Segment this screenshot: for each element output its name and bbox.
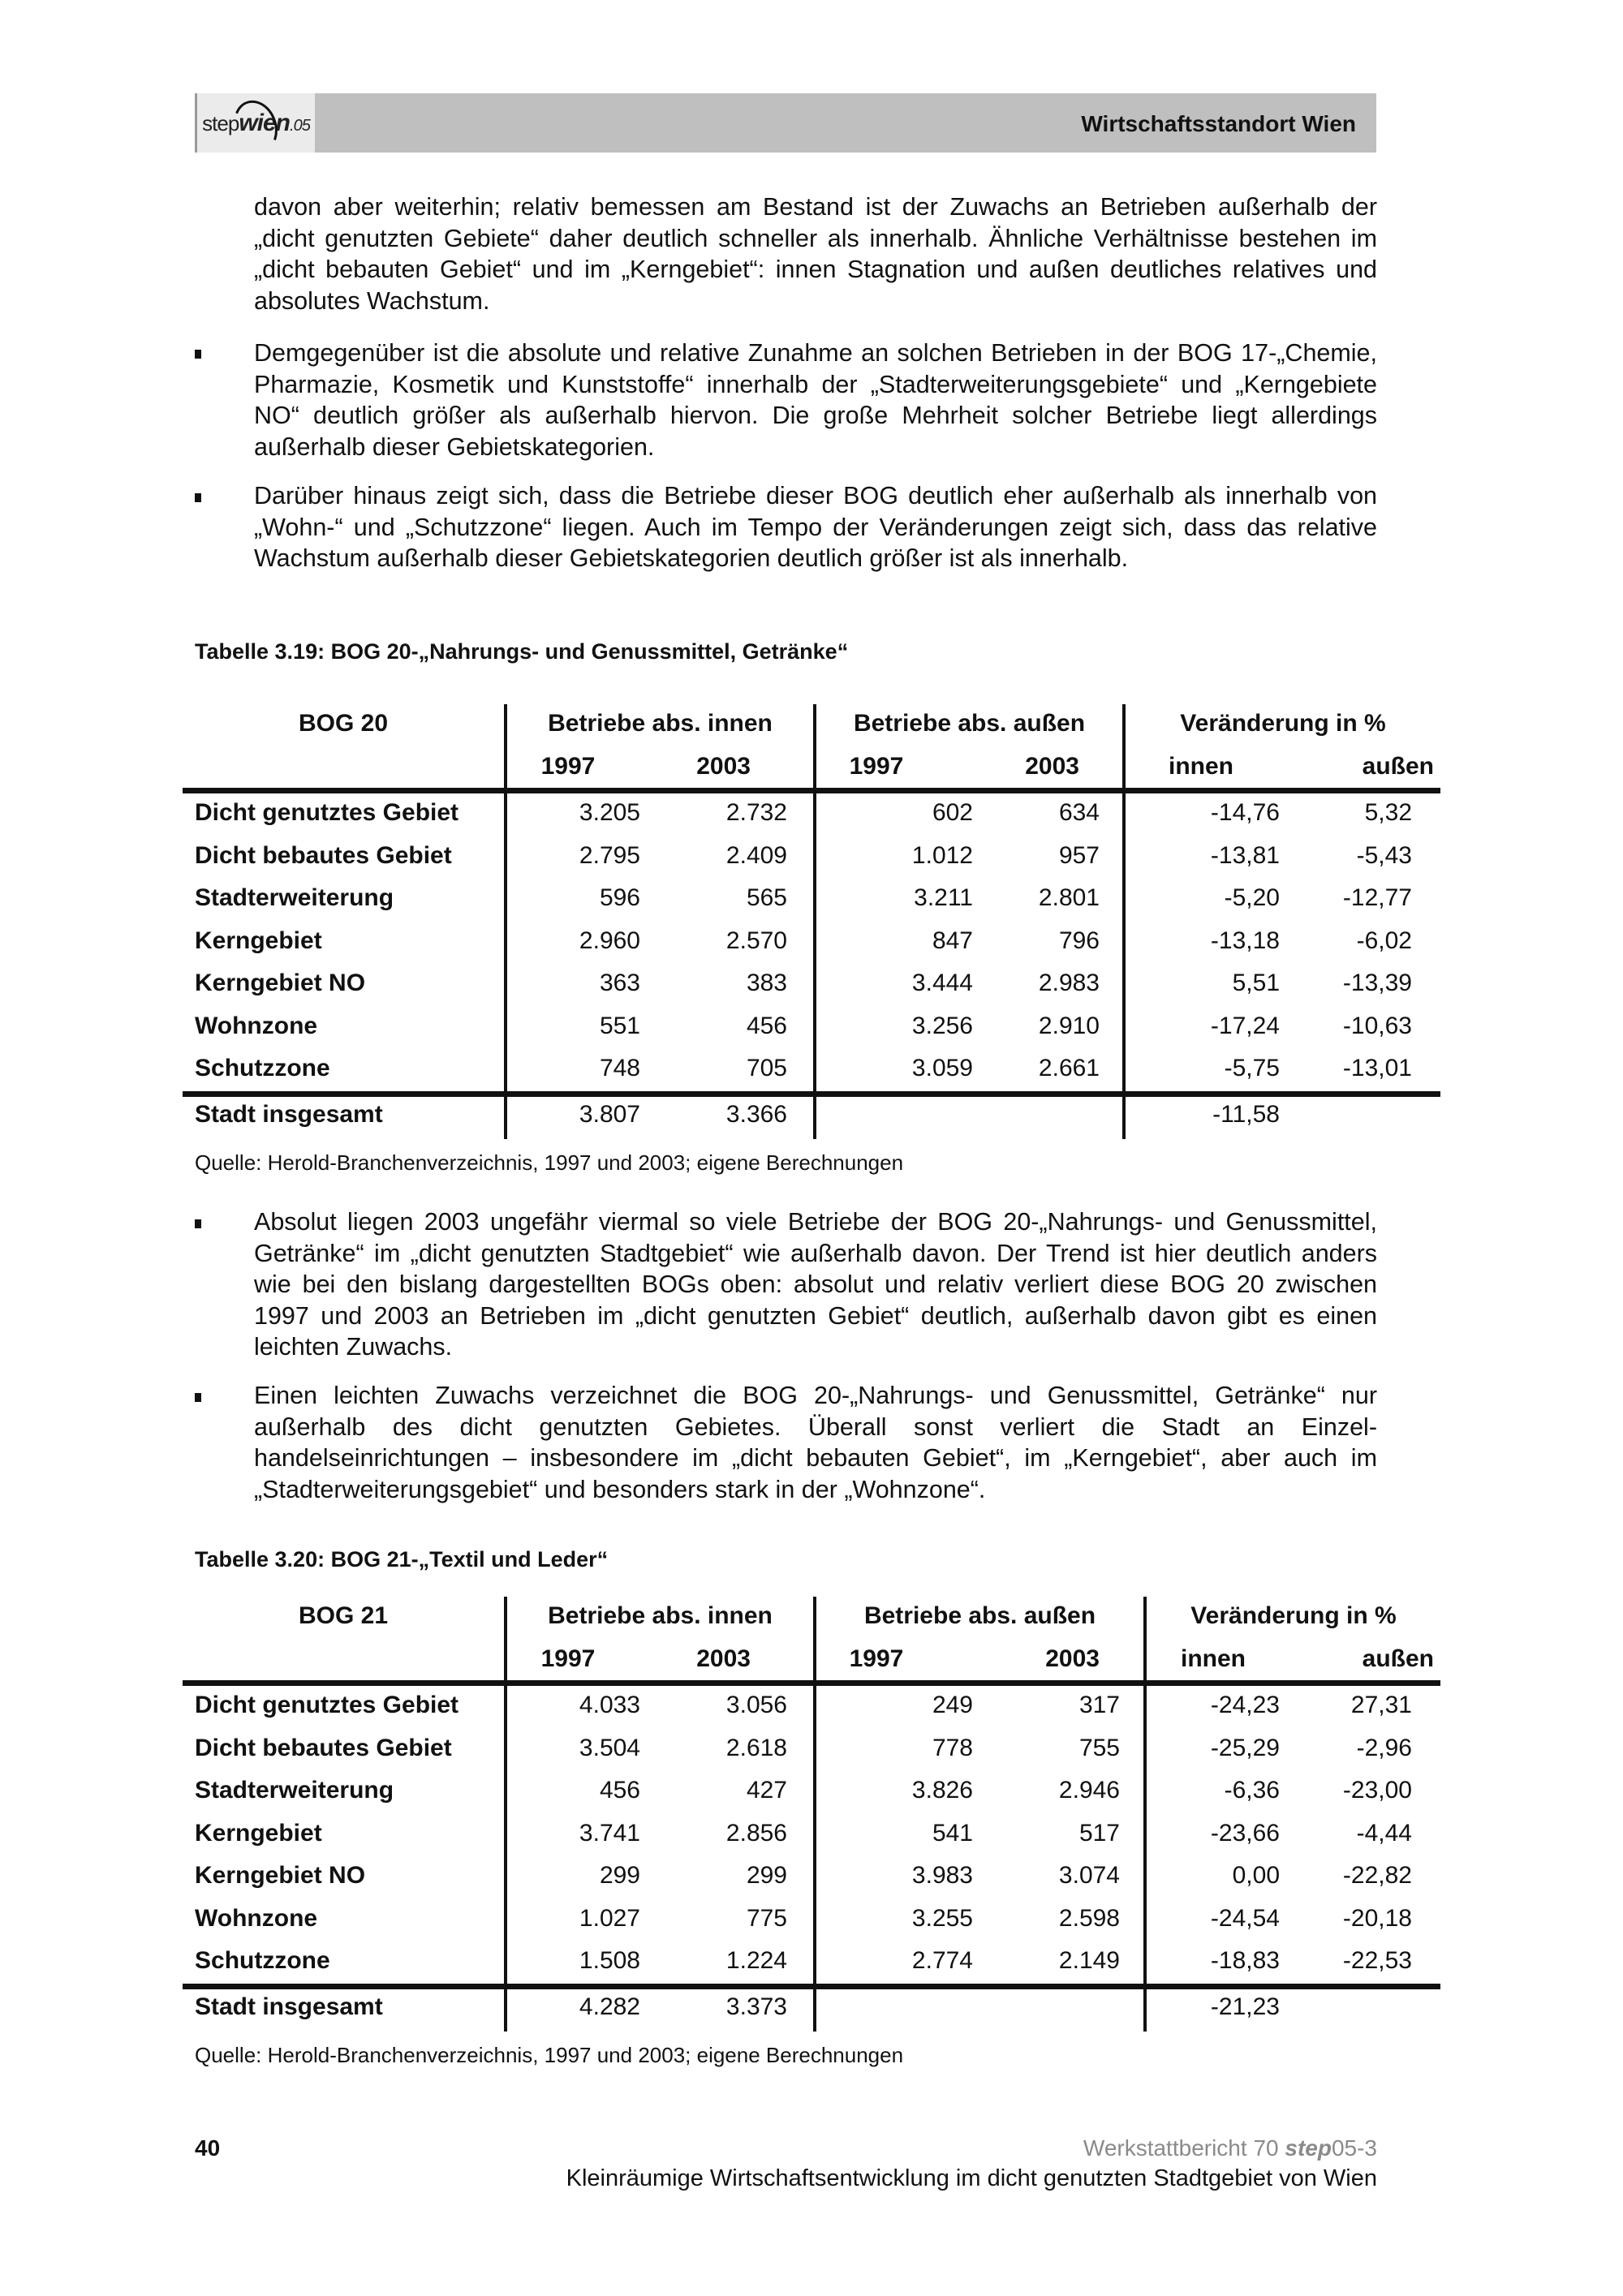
row-label: Wohnzone: [195, 1013, 318, 1039]
cell-change-innen: 0,00: [1232, 1862, 1280, 1889]
cell-innen-2003: 2.570: [725, 927, 787, 954]
cell-change-innen: -24,23: [1210, 1692, 1280, 1718]
bullet-icon: [195, 350, 201, 359]
column-header-2003: 2003: [1025, 753, 1079, 780]
column-group-aussen: Betriebe abs. außen: [853, 710, 1086, 737]
row-label: Dicht bebautes Gebiet: [195, 842, 452, 869]
cell-aussen-2003: 517: [1078, 1820, 1120, 1847]
cell-aussen-2003: 3.074: [1058, 1862, 1120, 1889]
cell-innen-1997: 299: [599, 1862, 640, 1889]
cell-aussen-2003: 2.661: [1038, 1055, 1100, 1081]
cell-change-innen: -5,75: [1224, 1055, 1280, 1081]
cell-aussen-2003: 2.598: [1058, 1905, 1120, 1932]
header-title: Wirtschaftsstandort Wien: [1081, 111, 1356, 136]
cell-innen-2003: 2.856: [725, 1820, 787, 1847]
logo-text: [202, 110, 310, 137]
row-label: Dicht bebautes Gebiet: [195, 1735, 452, 1761]
cell-change-innen: -25,29: [1210, 1735, 1280, 1761]
cell-innen-1997: 2.960: [579, 927, 640, 954]
cell-innen-1997: 4.033: [579, 1692, 640, 1718]
footer-series-prefix: Werkstattbericht 70: [1083, 2135, 1285, 2161]
row-label: Stadt insgesamt: [195, 1993, 383, 2020]
logo-part-step: step: [202, 110, 239, 135]
cell-aussen-2003: 755: [1078, 1735, 1120, 1761]
cell-change-aussen: -10,63: [1342, 1013, 1412, 1039]
cell-change-aussen: -22,82: [1342, 1862, 1412, 1889]
data-table-bog21: [183, 1597, 1440, 2035]
page-header-banner: [195, 93, 1376, 153]
cell-aussen-2003: 317: [1078, 1692, 1120, 1718]
column-group-aussen: Betriebe abs. außen: [863, 1602, 1096, 1629]
cell-change-innen: -17,24: [1210, 1013, 1280, 1039]
cell-aussen-2003: 2.983: [1038, 970, 1100, 996]
cell-change-aussen: -13,01: [1342, 1055, 1412, 1081]
cell-change-innen: -18,83: [1210, 1947, 1280, 1974]
cell-change-innen: -21,23: [1210, 1993, 1280, 2020]
table-header-rule: [183, 1680, 1440, 1686]
logo-part-year: .05: [290, 116, 310, 135]
column-header-innen: innen: [1181, 1645, 1246, 1672]
cell-innen-2003: 2.409: [725, 842, 787, 869]
cell-change-aussen: -12,77: [1342, 884, 1412, 911]
cell-aussen-2003: 2.149: [1058, 1947, 1120, 1974]
cell-aussen-2003: 2.946: [1058, 1777, 1120, 1804]
cell-innen-1997: 1.508: [579, 1947, 640, 1974]
row-label: Dicht genutztes Gebiet: [195, 799, 459, 826]
table-caption: Tabelle 3.20: BOG 21-„Textil und Leder“: [195, 1547, 609, 1572]
cell-aussen-1997: 3.444: [911, 970, 973, 996]
bullet-paragraph: Demgegenüber ist die absolute und relative Zunahme an solchen Betrieben in der BOG 17-„Chemie, Pharmazie, Kosmetik und Kunststoffe“ innerhalb der „Stadterweiterungsgebiete“ und „Kerngebiete NO“ deutlich größer als außerhalb hiervon. Die große Mehrheit solcher Betriebe liegt allerdings außerhalb dieser Gebietskategorien.: [254, 339, 1377, 461]
cell-aussen-1997: 3.211: [914, 884, 973, 911]
cell-change-aussen: 5,32: [1364, 799, 1412, 826]
cell-aussen-1997: 249: [932, 1692, 973, 1718]
table-header-rule: [183, 788, 1440, 793]
row-label: Kerngebiet NO: [195, 970, 366, 996]
cell-change-innen: -24,54: [1210, 1905, 1280, 1932]
bullet-paragraph: Einen leichten Zuwachs verzeichnet die BOG 20-„Nahrungs- und Genussmittel, Getränke“ nur außerhalb des dicht genutzten Gebietes. Überall sonst verliert die Stadt an Einzel-handelseinrichtungen – insbesondere im „dicht bebauten Gebiet“, im „Kerngebiet“, aber auch im „Stadterweiterungsgebiet“ und besonders stark in der „Wohnzone“.: [254, 1382, 1377, 1503]
cell-innen-2003: 456: [746, 1013, 787, 1039]
column-header-innen: innen: [1169, 753, 1233, 780]
cell-aussen-1997: 1.012: [911, 842, 973, 869]
column-header-2003: 2003: [1045, 1645, 1100, 1672]
cell-aussen-2003: 2.801: [1038, 884, 1100, 911]
cell-change-innen: -13,18: [1210, 927, 1280, 954]
row-label: Stadterweiterung: [195, 1777, 394, 1804]
table-total-rule: [183, 1091, 1440, 1097]
column-group-change: Veränderung in %: [1180, 710, 1386, 737]
cell-innen-2003: 1.224: [725, 1947, 787, 1974]
bullet-icon: [195, 493, 201, 502]
cell-innen-2003: 705: [746, 1055, 787, 1081]
column-header-1997: 1997: [849, 753, 904, 780]
cell-aussen-1997: 847: [932, 927, 973, 954]
cell-aussen-1997: 3.255: [911, 1905, 973, 1932]
column-group-innen: Betriebe abs. innen: [548, 710, 773, 737]
logo-swoosh-icon: [226, 94, 284, 159]
logo-part-wien: wien: [239, 109, 291, 136]
row-label: Stadterweiterung: [195, 884, 394, 911]
cell-innen-2003: 3.056: [725, 1692, 787, 1718]
cell-change-innen: -5,20: [1224, 884, 1280, 911]
footer-subtitle: Kleinräumige Wirtschaftsentwicklung im dicht genutzten Stadtgebiet von Wien: [566, 2165, 1377, 2191]
cell-aussen-2003: 796: [1058, 927, 1100, 954]
cell-aussen-2003: 634: [1058, 799, 1100, 826]
cell-change-aussen: -13,39: [1342, 970, 1412, 996]
intro-paragraph: davon aber weiterhin; relativ bemessen am Bestand ist der Zuwachs an Betrieben außerhalb der „dicht genutzten Gebiete“ daher deutlich schneller als innerhalb. Ähnliche Verhältnisse bestehen im „dicht bebauten Gebiet“ und im „Kerngebiet“: innen Stagnation und außen deutliches relatives und absolutes Wachstum.: [254, 193, 1377, 315]
column-header-1997: 1997: [540, 1645, 596, 1672]
row-label: Kerngebiet NO: [195, 1862, 366, 1889]
cell-innen-2003: 3.373: [725, 1993, 787, 2020]
row-label: Wohnzone: [195, 1905, 318, 1932]
table-caption: Tabelle 3.19: BOG 20-„Nahrungs- und Genussmittel, Getränke“: [195, 639, 849, 664]
cell-aussen-2003: 957: [1058, 842, 1100, 869]
bullet-paragraph: Absolut liegen 2003 ungefähr viermal so viele Betriebe der BOG 20-„Nahrungs- und Genussmittel, Getränke“ im „dicht genutzten Stadtgebiet“ wie außerhalb davon. Der Trend ist hier deutlich anders wie bei den bislang dargestellten BOGs oben: absolut und relativ verliert diese BOG 20 zwischen 1997 und 2003 an Betrieben im „dicht genutzten Gebiet“ deutlich, außerhalb davon gibt es einen leichten Zuwachs.: [254, 1208, 1377, 1361]
cell-innen-2003: 2.618: [725, 1735, 787, 1761]
cell-innen-1997: 456: [599, 1777, 640, 1804]
cell-change-aussen: -4,44: [1356, 1820, 1412, 1847]
page-number: 40: [195, 2135, 221, 2161]
cell-change-aussen: -2,96: [1356, 1735, 1412, 1761]
column-header-bog: BOG 21: [298, 1602, 389, 1629]
column-group-change: Veränderung in %: [1190, 1602, 1397, 1629]
bullet-icon: [195, 1219, 201, 1228]
row-label: Kerngebiet: [195, 927, 322, 954]
cell-change-aussen: 27,31: [1350, 1692, 1412, 1718]
row-label: Schutzzone: [195, 1947, 330, 1974]
cell-change-innen: -14,76: [1210, 799, 1280, 826]
cell-innen-1997: 3.807: [579, 1101, 640, 1128]
cell-aussen-2003: 2.910: [1038, 1013, 1100, 1039]
cell-change-innen: -23,66: [1210, 1820, 1280, 1847]
cell-change-innen: -11,58: [1212, 1101, 1280, 1128]
bullet-paragraph: Darüber hinaus zeigt sich, dass die Betriebe dieser BOG deutlich eher außerhalb als innerhalb von „Wohn-“ und „Schutzzone“ liegen. Auch im Tempo der Veränderungen zeigt sich, dass das relative Wachstum außerhalb dieser Gebietskategorien deutlich größer ist als innerhalb.: [254, 482, 1377, 572]
column-header-2003: 2003: [696, 1645, 751, 1672]
cell-innen-2003: 565: [746, 884, 787, 911]
cell-innen-1997: 3.741: [579, 1820, 640, 1847]
table-source-note: Quelle: Herold-Branchenverzeichnis, 1997 und 2003; eigene Berechnungen: [195, 2043, 904, 2067]
cell-aussen-1997: 3.059: [911, 1055, 973, 1081]
cell-innen-2003: 299: [746, 1862, 787, 1889]
cell-change-aussen: -23,00: [1342, 1777, 1412, 1804]
bullet-icon: [195, 1393, 201, 1402]
column-header-1997: 1997: [540, 753, 596, 780]
cell-innen-1997: 596: [599, 884, 640, 911]
footer-series-brand: step: [1285, 2135, 1332, 2161]
cell-aussen-1997: 3.256: [911, 1013, 973, 1039]
stepwien-logo: [197, 93, 315, 153]
cell-innen-2003: 383: [746, 970, 787, 996]
cell-innen-1997: 748: [599, 1055, 640, 1081]
cell-change-aussen: -22,53: [1342, 1947, 1412, 1974]
column-header-aussen: außen: [1362, 1645, 1434, 1672]
cell-innen-2003: 775: [746, 1905, 787, 1932]
cell-aussen-1997: 2.774: [911, 1947, 973, 1974]
cell-aussen-1997: 602: [932, 799, 973, 826]
cell-change-aussen: -6,02: [1356, 927, 1412, 954]
data-table-bog20: [183, 704, 1440, 1142]
column-header-bog: BOG 20: [298, 710, 389, 737]
column-header-aussen: außen: [1362, 753, 1434, 780]
table-source-note: Quelle: Herold-Branchenverzeichnis, 1997 und 2003; eigene Berechnungen: [195, 1150, 904, 1175]
cell-change-innen: -13,81: [1210, 842, 1280, 869]
cell-change-innen: -6,36: [1224, 1777, 1280, 1804]
cell-innen-1997: 363: [599, 970, 640, 996]
cell-change-innen: 5,51: [1232, 970, 1280, 996]
cell-aussen-1997: 778: [932, 1735, 973, 1761]
column-header-2003: 2003: [696, 753, 751, 780]
cell-innen-1997: 1.027: [579, 1905, 640, 1932]
column-group-innen: Betriebe abs. innen: [548, 1602, 773, 1629]
cell-innen-2003: 2.732: [725, 799, 787, 826]
cell-innen-1997: 2.795: [579, 842, 640, 869]
table-total-rule: [183, 1984, 1440, 1989]
footer-series: [1083, 2135, 1377, 2161]
column-header-1997: 1997: [849, 1645, 904, 1672]
cell-aussen-1997: 3.983: [911, 1862, 973, 1889]
cell-innen-1997: 4.282: [579, 1993, 640, 2020]
footer-series-suffix: 05-3: [1331, 2135, 1377, 2161]
row-label: Kerngebiet: [195, 1820, 322, 1847]
cell-change-aussen: -5,43: [1356, 842, 1412, 869]
cell-innen-2003: 427: [746, 1777, 787, 1804]
cell-change-aussen: -20,18: [1342, 1905, 1412, 1932]
cell-innen-1997: 3.205: [579, 799, 640, 826]
row-label: Dicht genutztes Gebiet: [195, 1692, 459, 1718]
cell-innen-1997: 3.504: [579, 1735, 640, 1761]
row-label: Stadt insgesamt: [195, 1101, 383, 1128]
cell-aussen-1997: 541: [932, 1820, 973, 1847]
cell-aussen-1997: 3.826: [911, 1777, 973, 1804]
cell-innen-1997: 551: [599, 1013, 640, 1039]
row-label: Schutzzone: [195, 1055, 330, 1081]
cell-innen-2003: 3.366: [725, 1101, 787, 1128]
